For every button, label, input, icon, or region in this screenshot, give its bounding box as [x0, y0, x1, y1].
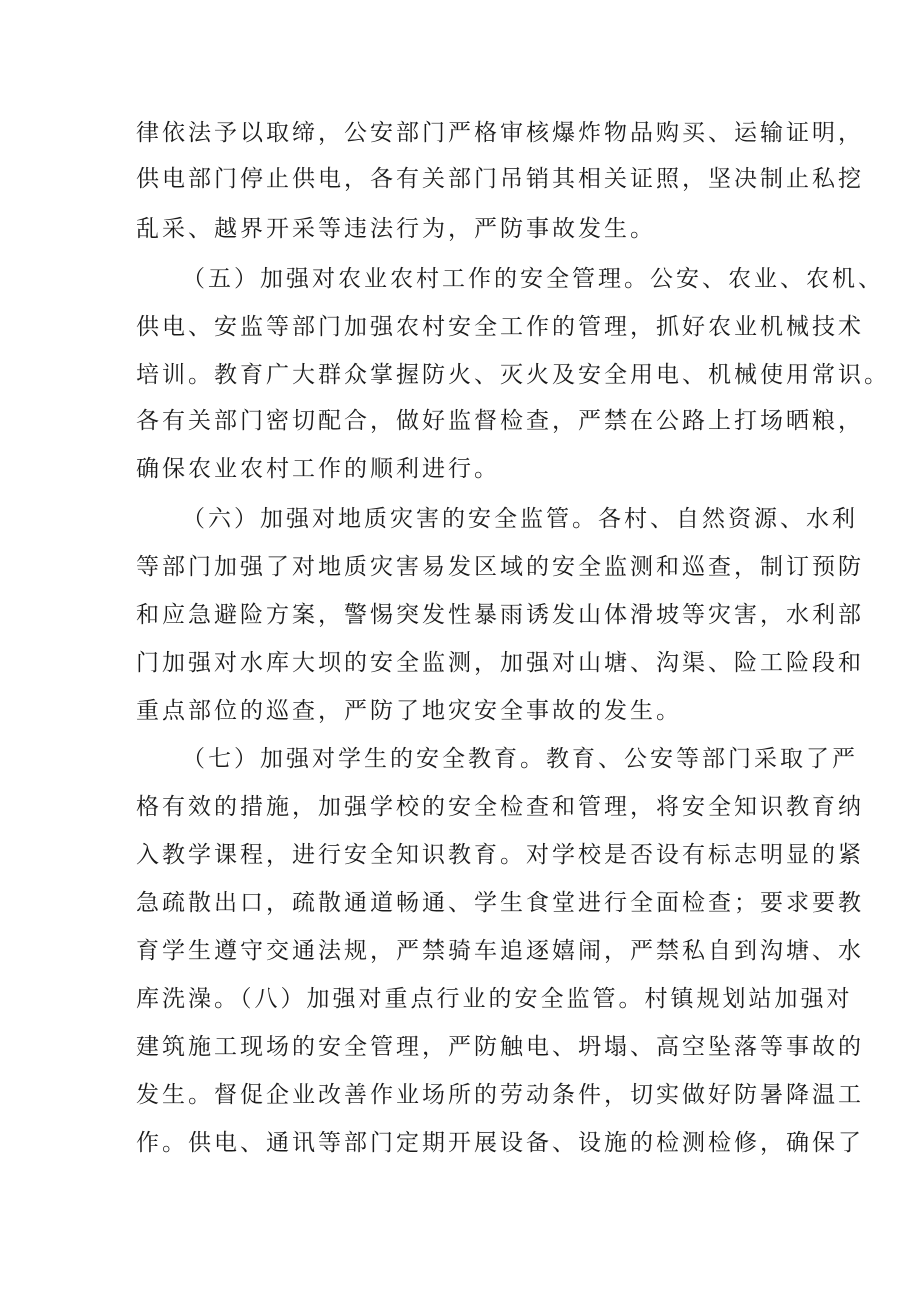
- text-line: 作。供电、通讯等部门定期开展设备、设施的检测检修，确保了: [136, 1130, 864, 1156]
- text-line: 确保农业农村工作的顺利进行。: [136, 456, 500, 482]
- text-line: 重点部位的巡查，严防了地灾安全事故的发生。: [136, 698, 682, 724]
- text-line: 建筑施工现场的安全管理，严防触电、坍塌、高空坠落等事故的: [136, 1034, 864, 1060]
- text-line: 格有效的措施，加强学校的安全检查和管理，将安全知识教育纳: [136, 794, 864, 820]
- text-line: 发生。督促企业改善作业场所的劳动条件，切实做好防暑降温工: [136, 1082, 864, 1108]
- text-line: 律依法予以取缔，公安部门严格审核爆炸物品购买、运输证明，: [136, 120, 864, 146]
- text-line: 等部门加强了对地质灾害易发区域的安全监测和巡查，制订预防: [136, 554, 864, 580]
- text-line: 库洗澡。（八）加强对重点行业的安全监管。村镇规划站加强对: [136, 986, 853, 1012]
- text-line: 育学生遵守交通法规，严禁骑车追逐嬉闹，严禁私自到沟塘、水: [136, 938, 864, 964]
- text-line: 乱采、越界开采等违法行为，严防事故发生。: [136, 216, 656, 242]
- text-line: 门加强对水库大坝的安全监测，加强对山塘、沟渠、险工险段和: [136, 650, 864, 676]
- text-line: （七）加强对学生的安全教育。教育、公安等部门采取了严: [182, 746, 858, 772]
- text-line: 培训。教育广大群众掌握防火、灭火及安全用电、机械使用常识。: [136, 362, 890, 388]
- text-line: 入教学课程，进行安全知识教育。对学校是否设有标志明显的紧: [136, 842, 864, 868]
- text-line: 急疏散出口，疏散通道畅通、学生食堂进行全面检查；要求要教: [136, 890, 864, 916]
- text-line: 和应急避险方案，警惕突发性暴雨诱发山体滑坡等灾害，水利部: [136, 602, 864, 628]
- text-line: （六）加强对地质灾害的安全监管。各村、自然资源、水利: [182, 506, 858, 532]
- text-line: 各有关部门密切配合，做好监督检查，严禁在公路上打场晒粮，: [136, 408, 864, 434]
- text-line: 供电、安监等部门加强农村安全工作的管理，抓好农业机械技术: [136, 314, 864, 340]
- text-line: 供电部门停止供电，各有关部门吊销其相关证照，坚决制止私挖: [136, 166, 864, 192]
- text-line: （五）加强对农业农村工作的安全管理。公安、农业、农机、: [182, 266, 884, 292]
